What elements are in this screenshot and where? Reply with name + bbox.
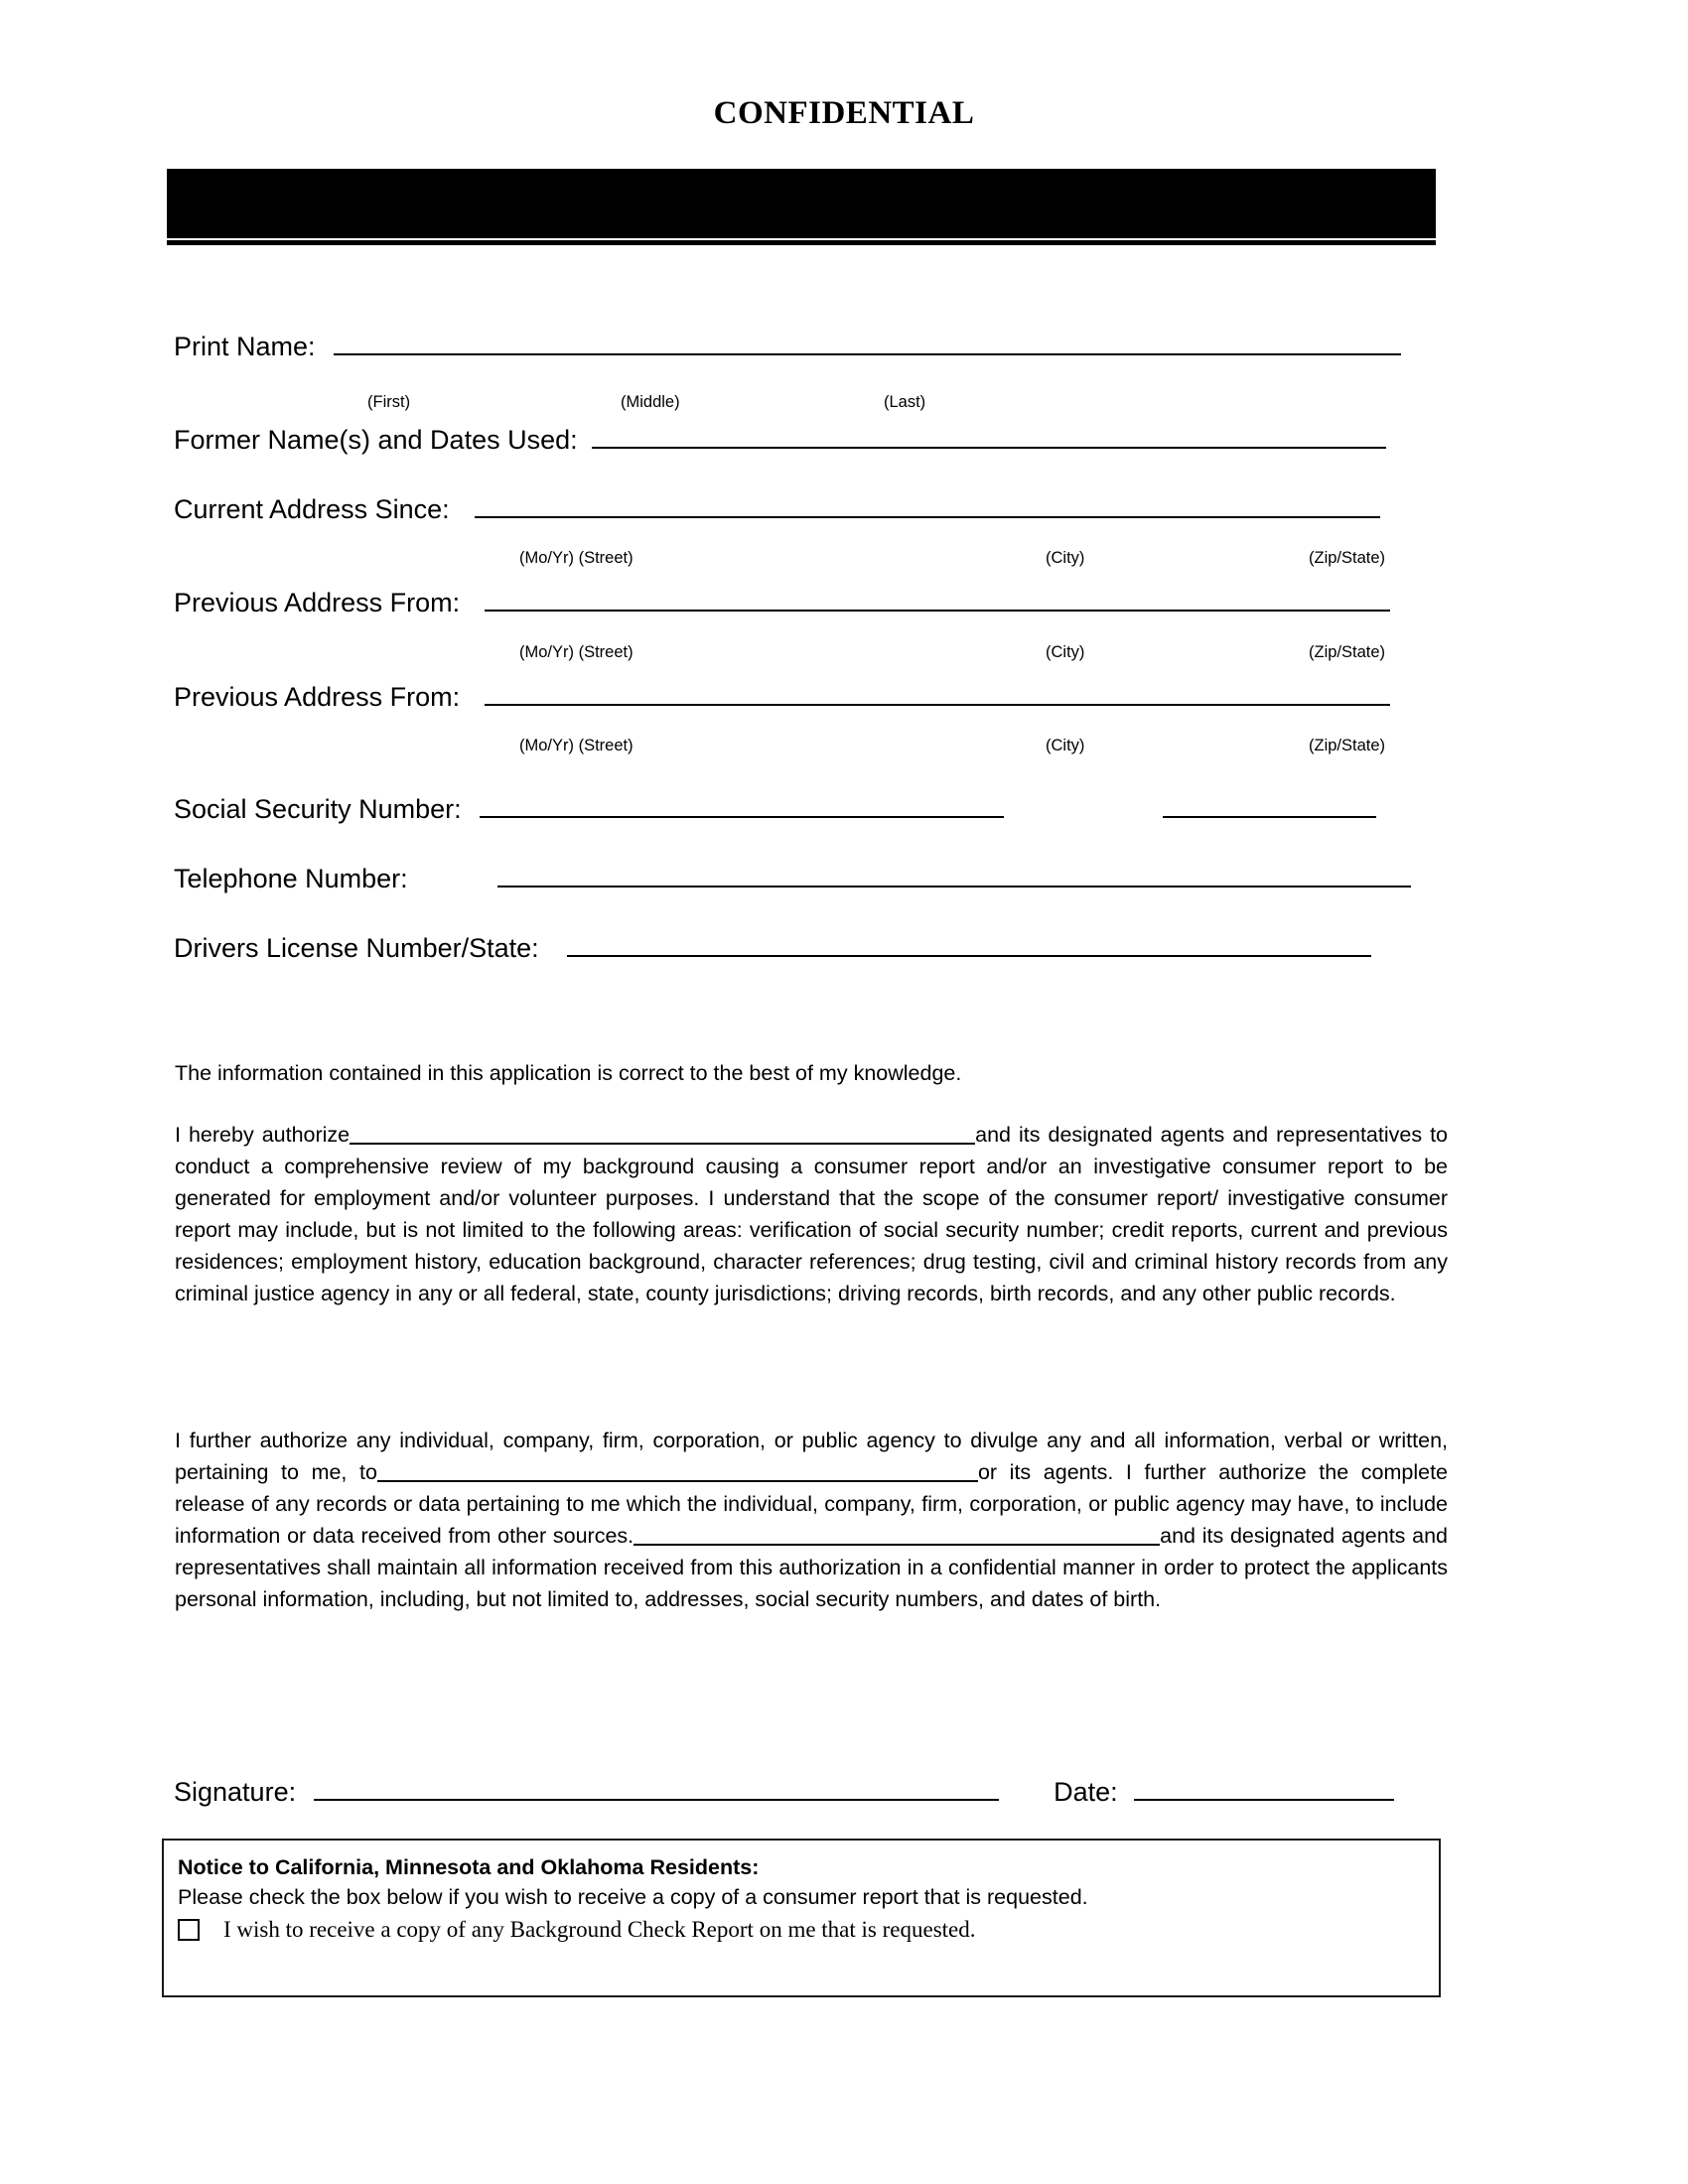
signature-row <box>174 1777 1394 1808</box>
authorization-paragraph-1 <box>175 1119 1448 1309</box>
field-previous-address-1 <box>174 590 1390 616</box>
current-address-input-line[interactable] <box>475 516 1380 518</box>
notice-instruction: Please check the box below if you wish to receive a copy of a consumer report that is requested. <box>178 1885 1088 1909</box>
authorization-body-text: and its designated agents and representatives to conduct a comprehensive review of my background causing a consumer report and/or an investigative consumer report to be generated for employment and/or volunteer purposes. I understand that the scope of the consumer report/ investigative consumer report may include, but is not limited to the following areas: verification of social security number; credit reports, current and previous residences; employment history, education background, character references; drug testing, civil and criminal history records from any criminal justice agency in any or all federal, state, county jurisdictions; driving records, birth records, and any other public records. <box>175 1123 1448 1305</box>
authorizing-company-blank-1[interactable] <box>350 1123 975 1145</box>
notice-title: Notice to California, Minnesota and Oklahoma Residents: <box>178 1855 760 1879</box>
ssn-input-line[interactable] <box>480 816 1004 818</box>
authorizing-company-blank-3[interactable] <box>633 1524 1160 1546</box>
former-names-label: Former Name(s) and Dates Used: <box>174 425 578 455</box>
caption-last: (Last) <box>884 393 926 411</box>
caption-middle: (Middle) <box>621 393 680 411</box>
caption-moyr-street: (Mo/Yr) (Street) <box>519 737 633 754</box>
authorization-paragraph-2 <box>175 1425 1448 1615</box>
date-label: Date: <box>1054 1777 1118 1807</box>
former-names-input-line[interactable] <box>592 447 1386 449</box>
notice-checkbox-row[interactable] <box>178 1918 1439 1941</box>
divulge-middle-text: or its agents. I further authorize the complete release of any records or data pertaining to me which the individual, company, firm, corporation, or public agency may have, to include information or data received from other sources. <box>175 1460 1449 1548</box>
field-print-name <box>174 334 1401 360</box>
current-address-label: Current Address Since: <box>174 494 450 524</box>
caption-city: (City) <box>1046 737 1085 754</box>
field-previous-address-2 <box>174 684 1390 711</box>
field-current-address <box>174 496 1380 523</box>
redacted-header-bar <box>167 169 1436 238</box>
telephone-label: Telephone Number: <box>174 864 408 893</box>
caption-city: (City) <box>1046 549 1085 567</box>
caption-moyr-street: (Mo/Yr) (Street) <box>519 549 633 567</box>
notice-box <box>162 1839 1441 1997</box>
previous-address-1-input-line[interactable] <box>485 610 1390 612</box>
field-former-names <box>174 427 1386 454</box>
ssn-secondary-input-line[interactable] <box>1163 816 1376 818</box>
previous-address-2-label: Previous Address From: <box>174 682 461 712</box>
attestation-text: The information contained in this application is correct to the best of my knowledge. <box>175 1061 962 1085</box>
date-input-line[interactable] <box>1134 1799 1394 1801</box>
drivers-license-label: Drivers License Number/State: <box>174 933 539 963</box>
authorizing-company-blank-2[interactable] <box>377 1460 978 1482</box>
caption-zip-state: (Zip/State) <box>1309 643 1386 661</box>
caption-city: (City) <box>1046 643 1085 661</box>
telephone-input-line[interactable] <box>497 886 1411 887</box>
authorization-lead-text: I hereby authorize <box>175 1123 351 1147</box>
caption-moyr-street: (Mo/Yr) (Street) <box>519 643 633 661</box>
field-telephone <box>174 866 1411 892</box>
previous-address-2-input-line[interactable] <box>485 704 1390 706</box>
print-name-label: Print Name: <box>174 332 316 361</box>
consumer-report-checkbox[interactable] <box>178 1919 200 1941</box>
previous-address-1-label: Previous Address From: <box>174 588 461 617</box>
ssn-label: Social Security Number: <box>174 794 462 824</box>
consumer-report-checkbox-label: I wish to receive a copy of any Background Check Report on me that is requested. <box>223 1917 976 1942</box>
page-title: CONFIDENTIAL <box>713 95 975 131</box>
signature-label: Signature: <box>174 1777 297 1807</box>
field-drivers-license <box>174 935 1371 962</box>
signature-input-line[interactable] <box>314 1799 999 1801</box>
drivers-license-input-line[interactable] <box>567 955 1371 957</box>
caption-zip-state: (Zip/State) <box>1309 737 1386 754</box>
divulge-lead-text: I further authorize any individual, company, firm, corporation, or public agency to divulge any and all information, verbal or written, pertaining to me, to <box>175 1429 1448 1484</box>
caption-first: (First) <box>367 393 411 411</box>
field-ssn <box>174 796 1376 823</box>
print-name-input-line[interactable] <box>334 353 1401 355</box>
caption-zip-state: (Zip/State) <box>1309 549 1386 567</box>
divulge-end-text: and its designated agents and representatives shall maintain all information received from this authorization in a confidential manner in order to protect the applicants personal information, including, but not limited to, addresses, social security numbers, and dates of birth. <box>175 1524 1448 1611</box>
